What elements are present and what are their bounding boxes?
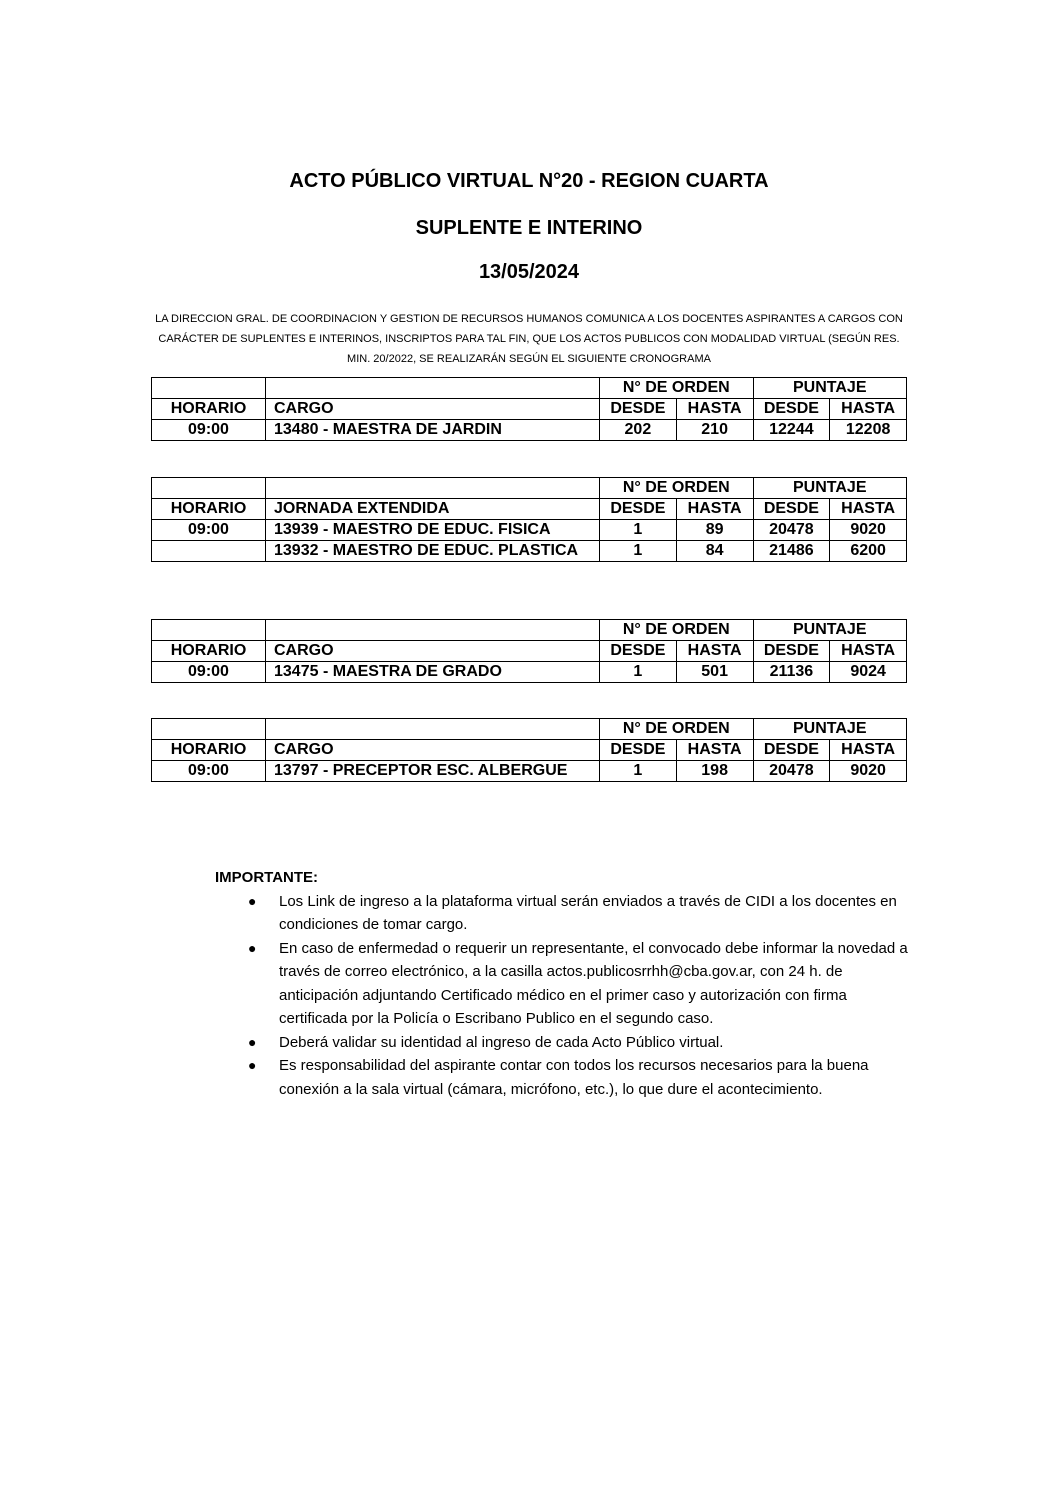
header-puntaje-desde: DESDE [753,641,830,662]
cell-puntaje-desde: 21486 [753,541,830,562]
header-orden: N° DE ORDEN [600,620,754,641]
cell-horario: 09:00 [152,662,266,683]
cell-puntaje-desde: 12244 [753,420,830,441]
header-cargo: CARGO [266,740,600,761]
header-cell-blank [266,719,600,740]
cell-orden-hasta: 501 [676,662,753,683]
header-orden: N° DE ORDEN [600,478,754,499]
header-cell-blank [266,478,600,499]
header-horario: HORARIO [152,641,266,662]
cell-horario [152,541,266,562]
document-title: ACTO PÚBLICO VIRTUAL N°20 - REGION CUARTA [289,170,769,192]
list-item [215,890,915,937]
cell-horario: 09:00 [152,761,266,782]
cell-cargo: 13939 - MAESTRO DE EDUC. FISICA [266,520,600,541]
cell-orden-desde: 1 [600,662,677,683]
header-puntaje: PUNTAJE [753,620,907,641]
list-item-text: Es responsabilidad del aspirante contar con todos los recursos necesarios para la buena conexión a la sala virtual (cámara, micrófono, etc.), lo que dure el acontecimiento. [279,1057,869,1098]
header-puntaje-hasta: HASTA [830,499,907,520]
header-cell-blank [152,620,266,641]
cell-puntaje-hasta: 6200 [830,541,907,562]
cell-horario: 09:00 [152,520,266,541]
header-orden-desde: DESDE [600,399,677,420]
cell-puntaje-hasta: 12208 [830,420,907,441]
bullet-icon: ● [248,939,257,956]
list-item-text: Deberá validar su identidad al ingreso de cada Acto Público virtual. [279,1033,724,1051]
header-orden-hasta: HASTA [676,641,753,662]
bullet-icon: ● [248,892,257,909]
table-row [152,520,907,541]
header-puntaje: PUNTAJE [753,378,907,399]
list-item [215,937,915,1031]
list-item-text: Los Link de ingreso a la plataforma virtual serán enviados a través de CIDI a los docentes en condiciones de tomar cargo. [279,892,897,933]
list-item [215,1054,915,1101]
cell-puntaje-hasta: 9020 [830,520,907,541]
document-subtitle: SUPLENTE E INTERINO [415,217,643,239]
cell-orden-hasta: 89 [676,520,753,541]
schedule-table-1 [151,377,907,441]
bullet-icon: ● [248,1057,257,1073]
table-header-row-top [152,378,907,399]
header-puntaje-hasta: HASTA [830,399,907,420]
cell-puntaje-hasta: 9020 [830,761,907,782]
header-cell-blank [152,478,266,499]
header-cell-blank [266,620,600,641]
cell-cargo: 13480 - MAESTRA DE JARDIN [266,420,600,441]
cell-orden-desde: 1 [600,541,677,562]
table-row [152,541,907,562]
cell-puntaje-desde: 20478 [753,761,830,782]
header-orden-hasta: HASTA [676,399,753,420]
header-cargo: CARGO [266,399,600,420]
schedule-table-4 [151,718,907,782]
table-row [152,761,907,782]
header-cell-blank [152,719,266,740]
header-puntaje-desde: DESDE [753,740,830,761]
important-heading: IMPORTANTE: [215,869,319,886]
cell-orden-desde: 202 [600,420,677,441]
important-section [215,866,915,1101]
cell-horario: 09:00 [152,420,266,441]
cell-cargo: 13475 - MAESTRA DE GRADO [266,662,600,683]
cell-cargo: 13932 - MAESTRO DE EDUC. PLASTICA [266,541,600,562]
header-orden-desde: DESDE [600,499,677,520]
intro-paragraph: LA DIRECCION GRAL. DE COORDINACION Y GESTION DE RECURSOS HUMANOS COMUNICA A LOS DOCENTES ASPIRANTES A CARGOS CON CARÁCTER DE SUPLENTES E INTERINOS, INSCRIPTOS PARA TAL FIN, QUE LOS ACTOS PUBLICOS CON MODALIDAD VIRTUAL (SEGÚN RES. MIN. 20/2022, SE REALIZARÁN SEGÚN EL SIGUIENTE CRONOGRAMA [155,313,903,365]
important-list [215,890,915,1102]
header-orden-hasta: HASTA [676,740,753,761]
header-puntaje-hasta: HASTA [830,740,907,761]
header-puntaje: PUNTAJE [753,478,907,499]
cell-puntaje-desde: 21136 [753,662,830,683]
header-puntaje-desde: DESDE [753,499,830,520]
header-orden-hasta: HASTA [676,499,753,520]
table-header-row [152,399,907,420]
header-cell-blank [266,378,600,399]
cell-orden-hasta: 210 [676,420,753,441]
header-orden: N° DE ORDEN [600,378,754,399]
header-orden-desde: DESDE [600,641,677,662]
header-horario: HORARIO [152,399,266,420]
cell-cargo: 13797 - PRECEPTOR ESC. ALBERGUE [266,761,600,782]
bullet-icon: ● [248,1033,257,1050]
document-date: 13/05/2024 [478,261,580,283]
header-cargo: JORNADA EXTENDIDA [266,499,600,520]
header-cargo: CARGO [266,641,600,662]
cell-orden-desde: 1 [600,520,677,541]
table-header-row-top [152,719,907,740]
header-horario: HORARIO [152,740,266,761]
header-puntaje-hasta: HASTA [830,641,907,662]
table-header-row-top [152,620,907,641]
table-header-row [152,499,907,520]
cell-puntaje-hasta: 9024 [830,662,907,683]
table-header-row-top [152,478,907,499]
header-orden-desde: DESDE [600,740,677,761]
header-horario: HORARIO [152,499,266,520]
schedule-table-2 [151,477,907,562]
cell-orden-hasta: 198 [676,761,753,782]
table-header-row [152,740,907,761]
list-item-text: En caso de enfermedad o requerir un representante, el convocado debe informar la novedad a través de correo electrónico, a la casilla actos.publicosrrhh@cba.gov.ar, con 24 h. de anticipación adjuntando Certificado médico en el primer caso y autorización con firma certificada por la Policía o Escribano Publico en el segundo caso. [279,939,908,1027]
header-orden: N° DE ORDEN [600,719,754,740]
table-row [152,662,907,683]
table-row [152,420,907,441]
header-puntaje: PUNTAJE [753,719,907,740]
header-cell-blank [152,378,266,399]
cell-orden-hasta: 84 [676,541,753,562]
cell-orden-desde: 1 [600,761,677,782]
cell-puntaje-desde: 20478 [753,520,830,541]
header-puntaje-desde: DESDE [753,399,830,420]
table-header-row [152,641,907,662]
schedule-table-3 [151,619,907,683]
list-item [215,1031,915,1055]
